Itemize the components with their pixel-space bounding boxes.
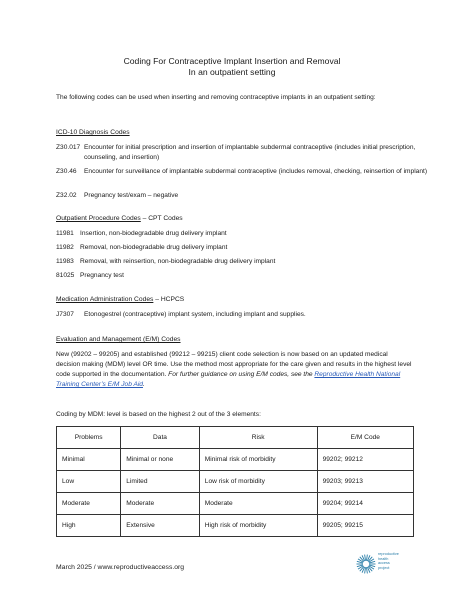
table-cell: Low <box>57 471 121 493</box>
logo-line: health <box>378 556 389 561</box>
icd-heading-text: ICD-10 Diagnosis Codes <box>56 129 130 136</box>
table-row <box>57 471 414 493</box>
page-title: Coding For Contraceptive Implant Insertion and Removal <box>123 56 341 66</box>
column-header: Problems <box>57 427 121 449</box>
mdm-caption-bold: Coding by MDM: <box>56 411 106 418</box>
hcpcs-item <box>56 310 416 320</box>
cpt-heading-suffix: – CPT Codes <box>140 215 183 222</box>
table-cell: Moderate <box>57 493 121 515</box>
table-header-row <box>57 427 414 449</box>
table-cell: Moderate <box>199 493 317 515</box>
cpt-item <box>56 229 416 239</box>
em-guidance: For further guidance on using E/M codes, see the <box>168 371 315 378</box>
cpt-item <box>56 271 416 281</box>
column-header: E/M Code <box>317 427 413 449</box>
table-cell: Limited <box>121 471 200 493</box>
hcpcs-text: Etonogestrel (contraceptive) implant system, including implant and supplies. <box>84 311 306 318</box>
column-header: Risk <box>199 427 317 449</box>
cpt-code: 11983 <box>56 258 74 265</box>
cpt-text: Removal, non-biodegradable drug delivery implant <box>80 244 228 251</box>
icd-text: Encounter for initial prescription and insertion of implantable subdermal contraceptive (includes initial prescription, counseling, and insertion) <box>84 144 416 161</box>
cpt-heading-text: Outpatient Procedure Codes <box>56 215 141 222</box>
hcpcs-heading-suffix: – HCPCS <box>153 296 185 303</box>
logo-wordmark <box>378 552 399 570</box>
table-cell: Minimal or none <box>121 449 200 471</box>
logo-line: reproductive <box>378 552 399 556</box>
cpt-item <box>56 243 416 253</box>
logo-rays <box>357 555 376 574</box>
logo-ray <box>366 555 367 561</box>
mdm-table <box>56 426 414 537</box>
table-cell: Low risk of morbidity <box>199 471 317 493</box>
icd-text: Pregnancy test/exam – negative <box>84 192 179 199</box>
icd-code: Z30.017 <box>56 144 81 151</box>
em-heading-text: Evaluation and Management (E/M) Codes <box>56 336 181 343</box>
table-cell: Extensive <box>121 515 200 537</box>
table-row <box>57 515 414 537</box>
em-heading <box>56 335 181 345</box>
icd-item <box>56 191 444 201</box>
cpt-text: Insertion, non-biodegradable drug delivery implant <box>80 230 227 237</box>
intro-paragraph: The following codes can be used when inserting and removing contraceptive implants in an outpatient setting: <box>56 94 376 101</box>
cpt-code: 11981 <box>56 230 74 237</box>
logo-ray <box>365 555 366 561</box>
table-cell: Moderate <box>121 493 200 515</box>
hcpcs-heading <box>56 295 184 305</box>
table-cell: 99204; 99214 <box>317 493 413 515</box>
hcpcs-heading-text: Medication Administration Codes <box>56 296 154 303</box>
page-subtitle: In an outpatient setting <box>188 67 276 77</box>
table-cell: High <box>57 515 121 537</box>
table-cell: 99205; 99215 <box>317 515 413 537</box>
table-row <box>57 449 414 471</box>
icd-heading <box>56 128 130 138</box>
logo-line: project <box>378 565 390 570</box>
table-row <box>57 493 414 515</box>
mdm-caption-rest: level is based on the highest 2 out of the 3 elements: <box>105 411 261 418</box>
cpt-code: 81025 <box>56 272 75 279</box>
table-cell: High risk of morbidity <box>199 515 317 537</box>
mdm-caption <box>56 410 412 420</box>
icd-item <box>56 167 444 177</box>
cpt-item <box>56 257 416 267</box>
cpt-text: Removal, with reinsertion, non-biodegradable drug delivery implant <box>80 258 276 265</box>
cpt-text: Pregnancy test <box>80 272 124 279</box>
table-cell: 99203; 99213 <box>317 471 413 493</box>
logo-ray <box>365 567 366 573</box>
icd-code: Z32.02 <box>56 192 77 199</box>
icd-text: Encounter for surveillance of implantable subdermal contraceptive (includes removal, checking, reinsertion of implant) <box>84 168 428 175</box>
footer-text: March 2025 / www.reproductiveaccess.org <box>56 564 185 571</box>
cpt-heading <box>56 214 183 224</box>
hcpcs-code: J7307 <box>56 311 74 318</box>
em-paragraph <box>56 350 412 390</box>
cpt-code: 11982 <box>56 244 74 251</box>
table-cell: Minimal <box>57 449 121 471</box>
logo-line: access <box>378 561 390 566</box>
logo-ray <box>366 567 367 573</box>
icd-item <box>56 143 444 163</box>
table-cell: Minimal risk of morbidity <box>199 449 317 471</box>
column-header: Data <box>121 427 200 449</box>
icd-code: Z30.46 <box>56 168 77 175</box>
em-job-aid-link[interactable]: Reproductive Health National Training Center’s E/M Job Aid <box>56 371 401 388</box>
table-cell: 99202; 99212 <box>317 449 413 471</box>
em-end: . <box>142 381 145 388</box>
em-text: New (99202 – 99205) and established (99212 – 99215) client code selection is now based on an updated medical decision making (MDM) level OR time. Use the method most appropriate for the care given and results in the highest level code supported in the documentation. <box>56 351 412 378</box>
